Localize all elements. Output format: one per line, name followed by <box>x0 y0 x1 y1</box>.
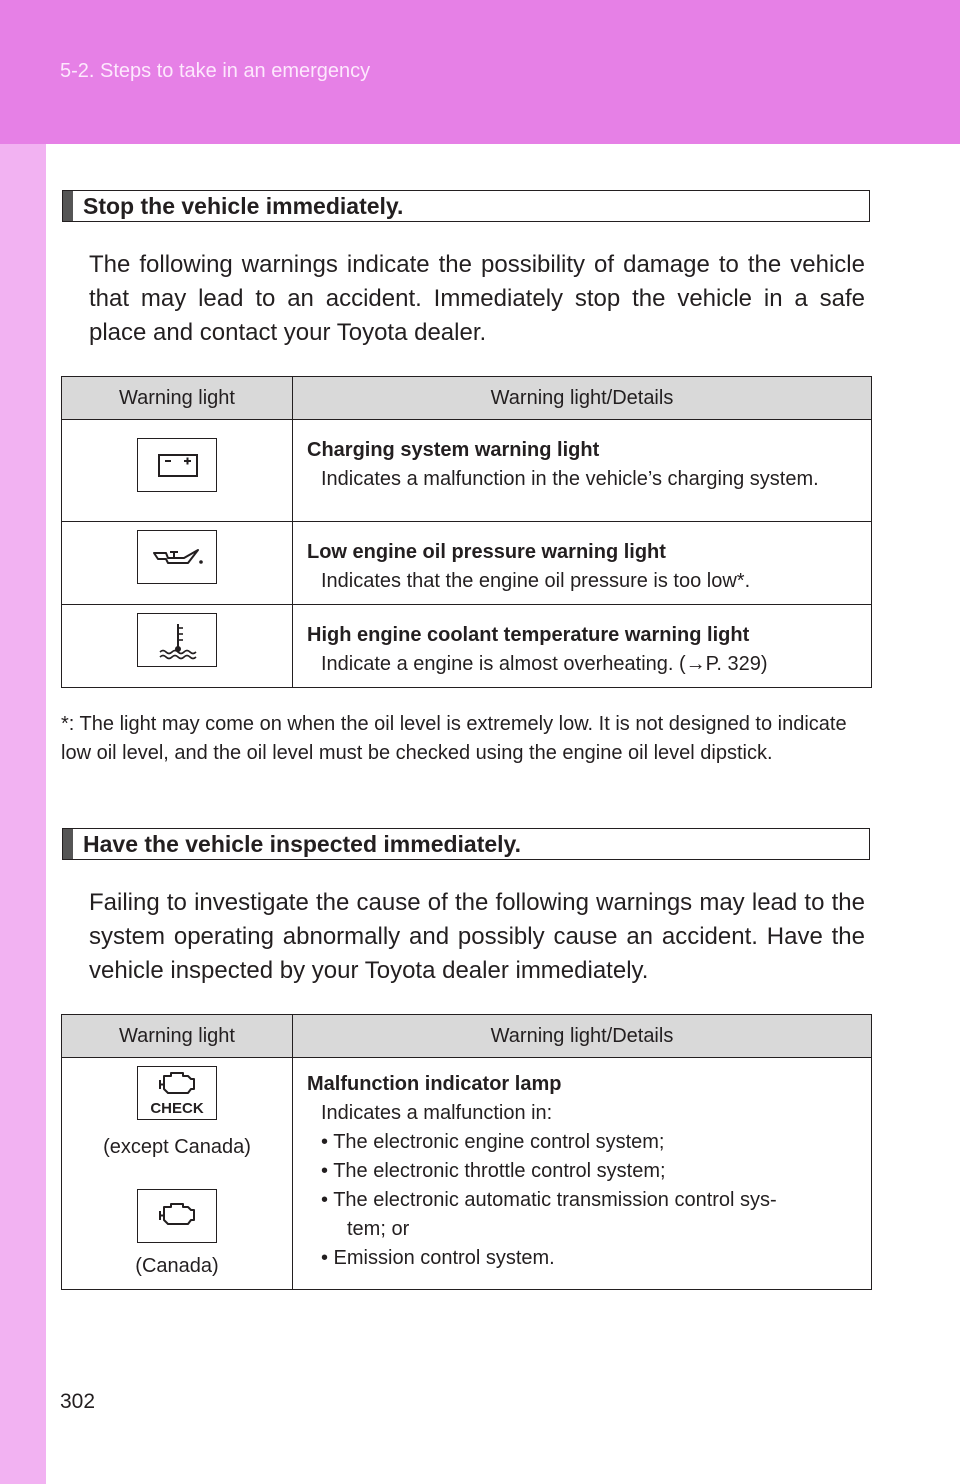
column-header-warning-light: Warning light <box>62 1015 293 1058</box>
warning-title: Charging system warning light <box>307 439 600 461</box>
coolant-temperature-icon <box>137 613 217 667</box>
warning-title: High engine coolant temperature warning light <box>307 624 750 646</box>
heading-title: Have the vehicle inspected immediately. <box>83 831 522 857</box>
engine-icon <box>137 1189 217 1243</box>
footnote-text: The light may come on when the oil level is extremely low. It is not designed to indicate low oil level, and the oil level must be checked using the engine oil level dipstick. <box>61 713 847 764</box>
side-margin-band <box>0 144 46 1484</box>
warning-description: Indicates that the engine oil pressure is too low*. <box>321 570 751 592</box>
column-header-details: Warning light/Details <box>293 377 872 420</box>
column-header-warning-light: Warning light <box>62 377 293 420</box>
section-paragraph: The following warnings indicate the possibility of damage to the vehicle that may lead to an accident. Immediately stop the vehicle in a safe place and contact your Toyota dealer. <box>89 251 865 346</box>
check-engine-icon <box>137 1066 217 1120</box>
list-item: • The electronic automatic transmission control sys- <box>321 1189 777 1211</box>
warning-description: Indicates a malfunction in the vehicle’s charging system. <box>321 468 819 490</box>
footnote-mark: *: <box>61 713 75 735</box>
section-breadcrumb: 5-2. Steps to take in an emergency <box>60 60 371 82</box>
section-paragraph: Failing to investigate the cause of the following warnings may lead to the system operating abnormally and possibly cause an accident. Have the vehicle inspected by your Toyota dealer immediately. <box>89 889 865 984</box>
warning-table-stop <box>61 376 872 688</box>
icon-caption: (except Canada) <box>103 1136 251 1158</box>
warning-title: Low engine oil pressure warning light <box>307 541 666 563</box>
list-item-continuation: tem; or <box>347 1218 410 1240</box>
warning-description: Indicates a malfunction in: <box>321 1102 553 1124</box>
list-item: • The electronic throttle control system; <box>321 1160 666 1182</box>
table-row <box>62 1058 872 1290</box>
table-row <box>62 420 872 522</box>
section-heading-stop <box>62 190 870 222</box>
page-number: 302 <box>60 1390 96 1413</box>
warning-title: Malfunction indicator lamp <box>307 1073 562 1095</box>
list-item: • Emission control system. <box>321 1247 555 1269</box>
icon-caption: (Canada) <box>135 1255 219 1277</box>
oil-can-icon <box>137 530 217 584</box>
heading-accent-bar <box>63 191 73 221</box>
warning-table-inspect <box>61 1014 872 1290</box>
warning-description: Indicate a engine is almost overheating. (→P. 329) <box>321 653 768 675</box>
column-header-details: Warning light/Details <box>293 1015 872 1058</box>
footnote <box>61 710 865 768</box>
battery-icon <box>137 438 217 492</box>
table-row <box>62 605 872 688</box>
table-row <box>62 522 872 605</box>
list-item: • The electronic engine control system; <box>321 1131 665 1153</box>
section-heading-inspect <box>62 828 870 860</box>
heading-title: Stop the vehicle immediately. <box>83 193 404 219</box>
heading-accent-bar <box>63 829 73 859</box>
svg-text:CHECK: CHECK <box>150 1100 204 1117</box>
